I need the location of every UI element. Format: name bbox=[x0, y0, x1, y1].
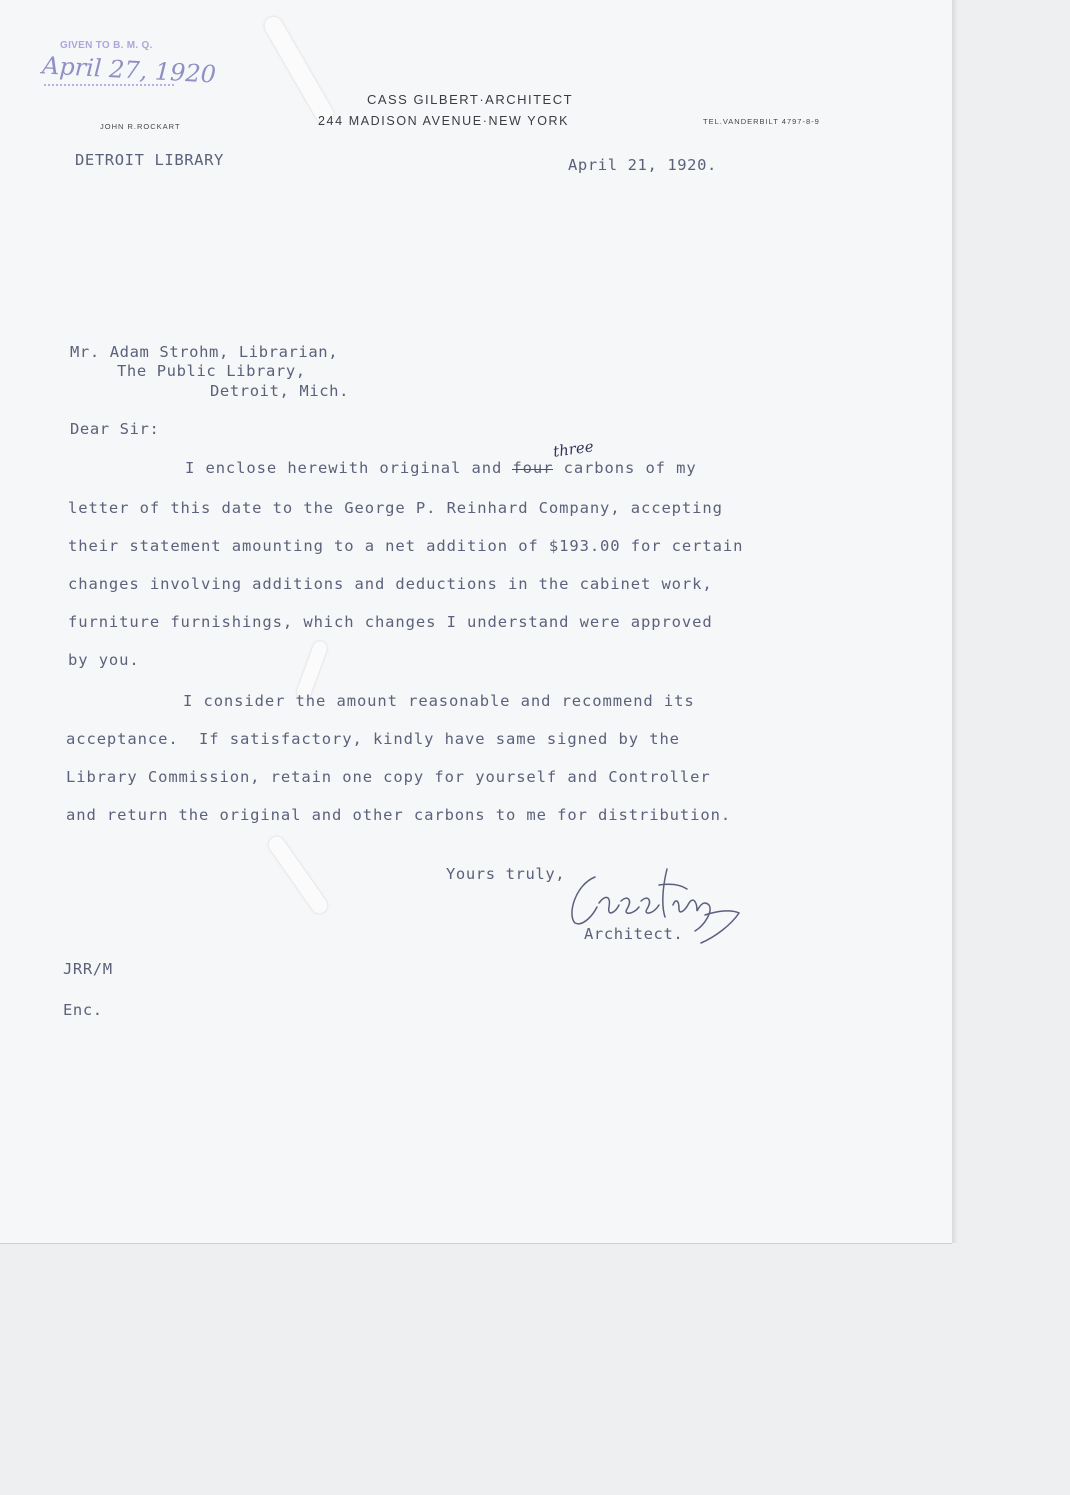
handwritten-correction: three bbox=[551, 437, 595, 461]
recipient-city: Detroit, Mich. bbox=[210, 382, 350, 400]
paragraph2-line2: acceptance. If satisfactory, kindly have same signed by the bbox=[66, 730, 680, 748]
paragraph2-line1: I consider the amount reasonable and recommend its bbox=[183, 692, 695, 710]
recipient-name: Mr. Adam Strohm, Librarian, bbox=[70, 343, 339, 361]
sheet-edge-shadow bbox=[952, 0, 958, 1243]
struck-out-word: four bbox=[512, 459, 554, 477]
received-stamp-date: April 27, 1920 bbox=[41, 51, 217, 89]
letterhead-address: 244 MADISON AVENUE·NEW YORK bbox=[318, 114, 570, 128]
letterhead-firm-name: CASS GILBERT·ARCHITECT bbox=[366, 92, 574, 107]
paragraph1-line6: by you. bbox=[68, 651, 140, 669]
paragraph1-line2: letter of this date to the George P. Reinhard Company, accepting bbox=[68, 499, 723, 517]
paragraph1-line1 bbox=[185, 459, 697, 477]
enclosure-note: Enc. bbox=[63, 1001, 103, 1019]
letterhead-associate: JOHN R.ROCKART bbox=[100, 122, 181, 131]
reference-line: DETROIT LIBRARY bbox=[75, 151, 224, 169]
paragraph2-line3: Library Commission, retain one copy for yourself and Controller bbox=[66, 768, 711, 786]
paragraph1-line1-start: I enclose herewith original and bbox=[185, 459, 513, 477]
recipient-institution: The Public Library, bbox=[117, 362, 306, 380]
letterhead-telephone: TEL.VANDERBILT 4797-8-9 bbox=[703, 117, 820, 126]
paragraph1-line1-end: carbons of my bbox=[553, 459, 697, 477]
typist-initials: JRR/M bbox=[63, 960, 113, 978]
received-stamp-text: GIVEN TO B. M. Q. bbox=[60, 40, 153, 51]
paragraph1-line4: changes involving additions and deductions in the cabinet work, bbox=[68, 575, 713, 593]
complimentary-close: Yours truly, bbox=[446, 865, 566, 883]
letter-date: April 21, 1920. bbox=[568, 156, 717, 174]
paragraph2-line4: and return the original and other carbons to me for distribution. bbox=[66, 806, 732, 824]
paragraph1-line3: their statement amounting to a net addition of $193.00 for certain bbox=[68, 537, 744, 555]
stamp-underline bbox=[44, 84, 174, 86]
signer-title: Architect. bbox=[584, 925, 684, 943]
salutation: Dear Sir: bbox=[70, 420, 160, 438]
paragraph1-line5: furniture furnishings, which changes I understand were approved bbox=[68, 613, 713, 631]
